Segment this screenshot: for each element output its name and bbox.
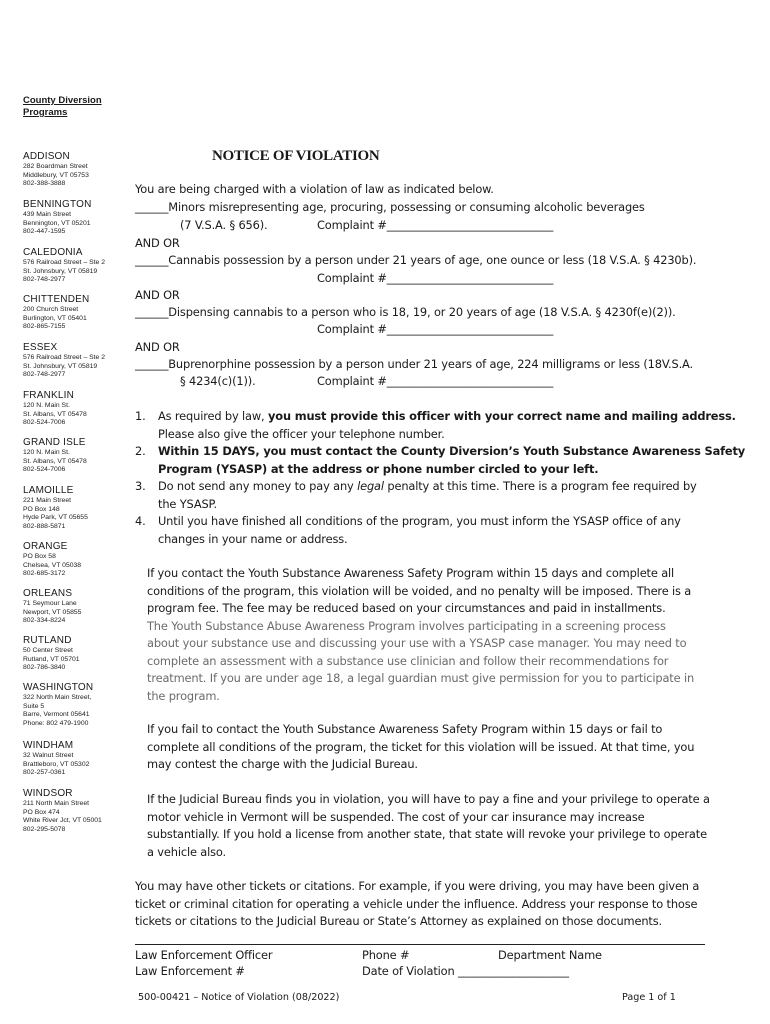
- county-address-line: Suite 5: [23, 702, 45, 710]
- page-number: Page 1 of 1: [622, 992, 676, 1003]
- county-address-line: 802-888-5871: [23, 522, 66, 530]
- county-address-line: 802-748-2977: [23, 371, 66, 379]
- county-name: ORLEANS: [23, 588, 73, 599]
- county-address-line: St. Johnsbury, VT 05819: [23, 362, 98, 370]
- county-name: BENNINGTON: [23, 199, 92, 210]
- county-address-line: Brattleboro, VT 05302: [23, 760, 90, 768]
- county-address-line: 802-748-2977: [23, 276, 66, 284]
- county-entry: [23, 788, 133, 834]
- and-or-3: AND OR: [135, 340, 180, 354]
- department-label: Department Name: [498, 948, 602, 962]
- county-address-line: Hyde Park, VT 05655: [23, 514, 88, 522]
- county-address-line: 802-388-3888: [23, 180, 66, 188]
- county-address-line: 221 Main Street: [23, 497, 71, 504]
- county-address-line: 32 Walnut Street: [23, 752, 74, 759]
- county-address-line: 50 Center Street: [23, 647, 73, 654]
- county-address-line: 576 Railroad Street – Ste 2: [23, 354, 105, 361]
- county-address-line: 802-685-3172: [23, 570, 66, 578]
- county-address-line: Bennington, VT 05201: [23, 219, 91, 227]
- county-entry: [23, 342, 133, 380]
- county-entry: [23, 740, 133, 778]
- county-address-line: White River Jct, VT 05001: [23, 817, 102, 825]
- county-entry: [23, 199, 133, 237]
- form-id: 500-00421 – Notice of Violation (08/2022): [138, 992, 340, 1003]
- date-of-violation-field: Date of Violation ____________________: [362, 964, 569, 978]
- county-address-line: 802-257-0361: [23, 769, 66, 777]
- county-address-line: 802-524-7006: [23, 466, 66, 474]
- complaint-number-1: Complaint #______________________________: [317, 218, 554, 232]
- county-entry: [23, 588, 133, 626]
- violation-buprenorphine-citation: § 4234(c)(1)).: [180, 374, 256, 388]
- county-name: LAMOILLE: [23, 485, 74, 496]
- county-address-line: 576 Railroad Street – Ste 2: [23, 259, 105, 266]
- complaint-number-2: Complaint #______________________________: [317, 271, 554, 285]
- county-name: ESSEX: [23, 342, 58, 353]
- phone-label: Phone #: [362, 948, 410, 962]
- county-address-line: 802-334-8224: [23, 617, 66, 625]
- county-address-line: Newport, VT 05855: [23, 608, 82, 616]
- judicial-bureau-paragraph: If the Judicial Bureau finds you in violation, you will have to pay a fine and your privilege to operate a motor vehicle in Vermont will be suspended. The cost of your car insurance may increase substantially. If you hold a license from another state, that state will revoke your privilege to operate a vehicle also.: [147, 792, 710, 859]
- sidebar-title: County Diversion Programs: [23, 95, 102, 118]
- complaint-number-4: Complaint #______________________________: [317, 374, 554, 388]
- violation-buprenorphine: ______Buprenorphine possession by a person under 21 years of age, 224 milligrams or less (18V.S.A.: [135, 357, 693, 371]
- signature-line: [135, 944, 705, 945]
- county-address-line: 802-295-5078: [23, 825, 66, 833]
- county-entry: [23, 682, 133, 728]
- county-address-line: 71 Seymour Lane: [23, 600, 77, 607]
- county-address-line: 802-524-7006: [23, 419, 66, 427]
- county-entry: [23, 485, 133, 531]
- county-entry: [23, 247, 133, 285]
- county-name: RUTLAND: [23, 635, 72, 646]
- county-address-line: St. Albans, VT 05478: [23, 457, 87, 465]
- county-address-line: PO Box 148: [23, 505, 60, 513]
- county-entry: [23, 294, 133, 332]
- notice-of-violation-page: County Diversion Programs ADDISON 282 Boardman Street Middlebury, VT 05753 802-388-3888 BENNINGTON 439 Main Street Bennington, VT 05201 802-447-1595 CALEDONIA 576 Railroad Street – Ste 2 St. Johnsbury, VT 05819 802-748-2977 CHITTENDEN 200 Church Street Burlington, VT 05401 802-865-7155 ESSEX 576 Railroad Street – Ste 2 St. Johnsbury, VT 05819 802-748-2977 FRANKLIN 120 N. Main St. St. Albans, VT 05478 802-524-7006 GRAND ISLE 120 N. Main St. St. Albans, VT 05478 802-524-7006 LAMOILLE 221 Main Street PO Box 148 Hyde Park, VT 05655 802-888-5871 ORANGE PO Box 58 Chelsea, VT 05038 802-685-3172 ORLEANS 71 Seymour Lane Newport, VT 05855 802-334-8224 RUTLAND 50 Center Street Rutland, VT 05701 802-786-3840 WASHINGTON 322 North Main Street, Suite 5 Barre, Vermont 05641 Phone: 802 479-1900 WINDHAM 32 Walnut Street Brattleboro, VT 05302 802-257-0361 WINDSOR 211 North Main Street PO Box 474 White River Jct, VT 05001 802-295-5078 NOTICE OF VIOLATION You are being charged with a violation of law as indicated below. ______Minors misrepresenting age, procuring, possessing or consuming alcoholic beverages (7 V.S.A. § 656). Complaint #______________________________ AND OR ______Cannabis possession by a person under 21 years of age, one ounce or less (18 V.S.A. § 4230b). Complaint #______________________________ AND OR ______Dispensing cannabis to a person who is 18, 19, or 20 years of age (18 V.S.A. § 4230f(e)(2)). Complaint #______________________________ AND OR ______Buprenorphine possession by a person under 21 years of age, 224 milligrams or less (18V.S.A. § 4234(c)(1)). Complaint #______________________________ 1. As required by law, you must provide this officer with your correct name and mailing address. Please also give the officer your telephone number. 2. Within 15 DAYS, you must contact the County Diversion’s Youth Substance Awareness Safety Program (YSASP) at the address or phone number circled to your left. 3. Do not send any money to pay any legal penalty at this time. There is a program fee required by the YSASP. 4. Until you have finished all conditions of the program, you must inform the YSASP office of any changes in your name or address. If you contact the Youth Substance Awareness Safety Program within 15 days and complete all conditions of the program, this violation will be voided, and no penalty will be imposed. There is a program fee. The fee may be reduced based on your circumstances and paid in installments. The Youth Substance Abuse Awareness Program involves participating in a screening process about your substance use and discussing your use with a YSASP case manager. You may need to complete an assessment with a substance use clinician and follow their recommendations for treatment. If you are under age 18, a legal guardian must give permission for you to participate in the program. If you fail to contact the Youth Substance Awareness Safety Program within 15 days or fail to complete all conditions of the program, the ticket for this violation will be issued. At that time, you may contest the charge with the Judicial Bureau. If the Judicial Bureau finds you in violation, you will have to pay a fine and your privilege to operate a motor vehicle in Vermont will be suspended. The cost of your car insurance may increase substantially. If you hold a license from another state, that state will revoke your privilege to operate a vehicle also. You may have other tickets or citations. For example, if you were driving, you may have been given a ticket or criminal citation for operating a vehicle under the influence. Address your response to those tickets or citations to the Judicial Bureau or State’s Attorney as explained on those documents. Law Enforcement Officer Phone # Department Name Law Enforcement # Date of Violation ____________________ 500-00421 – Notice of Violation (08/2022) Page 1 of 1: [23, 95, 746, 1003]
- county-address-line: PO Box 58: [23, 553, 56, 560]
- county-name: FRANKLIN: [23, 390, 75, 401]
- county-name: WINDSOR: [23, 788, 73, 799]
- and-or-1: AND OR: [135, 236, 180, 250]
- county-address-line: 802-786-3840: [23, 664, 66, 672]
- county-address-line: 439 Main Street: [23, 211, 71, 218]
- county-name: GRAND ISLE: [23, 437, 86, 448]
- county-entry: [23, 541, 133, 579]
- county-entry: [23, 151, 133, 189]
- other-tickets-paragraph: You may have other tickets or citations. For example, if you were driving, you may have been given a ticket or criminal citation for operating a vehicle under the influence. Address your response to those tickets or citations to the Judicial Bureau or State’s Attorney as explained on those documents.: [135, 879, 700, 928]
- county-address-line: St. Johnsbury, VT 05819: [23, 267, 98, 275]
- violation-alcohol: ______Minors misrepresenting age, procuring, possessing or consuming alcoholic beverages: [135, 200, 645, 214]
- county-address-line: 282 Boardman Street: [23, 163, 88, 170]
- county-address-line: Barre, Vermont 05641: [23, 711, 90, 719]
- county-entry: [23, 437, 133, 475]
- program-info-paragraph: If you contact the Youth Substance Awareness Safety Program within 15 days and complete all conditions of the program, this violation will be voided, and no penalty will be imposed. There is a program fee. The fee may be reduced based on your circumstances and paid in installments. The Youth Substance Abuse Awareness Program involves participating in a screening process about your substance use and discussing your use with a YSASP case manager. You may need to complete an assessment with a substance use clinician and follow their recommendations for treatment. If you are under age 18, a legal guardian must give permission for you to participate in the program.: [147, 566, 695, 703]
- county-diversion-sidebar: [23, 95, 133, 833]
- county-address-line: 322 North Main Street,: [23, 694, 92, 701]
- county-name: CHITTENDEN: [23, 294, 90, 305]
- county-address-line: 802-865-7155: [23, 323, 66, 331]
- officer-label: Law Enforcement Officer: [135, 948, 273, 962]
- violation-cannabis-dispensing: ______Dispensing cannabis to a person who is 18, 19, or 20 years of age (18 V.S.A. § 4230f(e)(2)).: [135, 305, 676, 319]
- and-or-2: AND OR: [135, 288, 180, 302]
- county-name: ADDISON: [23, 151, 70, 162]
- county-address-line: Phone: 802 479-1900: [23, 719, 89, 727]
- county-entry: [23, 635, 133, 673]
- county-address-line: PO Box 474: [23, 808, 60, 816]
- county-address-line: St. Albans, VT 05478: [23, 410, 87, 418]
- county-name: WINDHAM: [23, 740, 74, 751]
- le-number-label: Law Enforcement #: [135, 964, 245, 978]
- complaint-number-3: Complaint #______________________________: [317, 322, 554, 336]
- violation-alcohol-citation: (7 V.S.A. § 656).: [180, 218, 268, 232]
- violation-cannabis-possession: ______Cannabis possession by a person under 21 years of age, one ounce or less (18 V.S.A. § 4230b).: [135, 253, 697, 267]
- county-address-line: Middlebury, VT 05753: [23, 171, 89, 179]
- county-address-line: Burlington, VT 05401: [23, 314, 87, 322]
- failure-to-contact-paragraph: If you fail to contact the Youth Substance Awareness Safety Program within 15 days or fail to complete all conditions of the program, the ticket for this violation will be issued. At that time, you may contest the charge with the Judicial Bureau.: [147, 722, 695, 771]
- county-name: WASHINGTON: [23, 682, 94, 693]
- county-address-line: Chelsea, VT 05038: [23, 561, 82, 569]
- page-title: NOTICE OF VIOLATION: [212, 148, 380, 164]
- county-name: ORANGE: [23, 541, 68, 552]
- county-address-line: 200 Church Street: [23, 306, 79, 313]
- county-address-line: Rutland, VT 05701: [23, 655, 80, 663]
- county-address-line: 120 N. Main St.: [23, 449, 70, 456]
- county-address-line: 802-447-1595: [23, 228, 66, 236]
- county-name: CALEDONIA: [23, 247, 83, 258]
- county-entry: [23, 390, 133, 428]
- intro-text: You are being charged with a violation of law as indicated below.: [135, 182, 494, 196]
- county-address-line: 211 North Main Street: [23, 800, 89, 807]
- county-address-line: 120 N. Main St.: [23, 402, 70, 409]
